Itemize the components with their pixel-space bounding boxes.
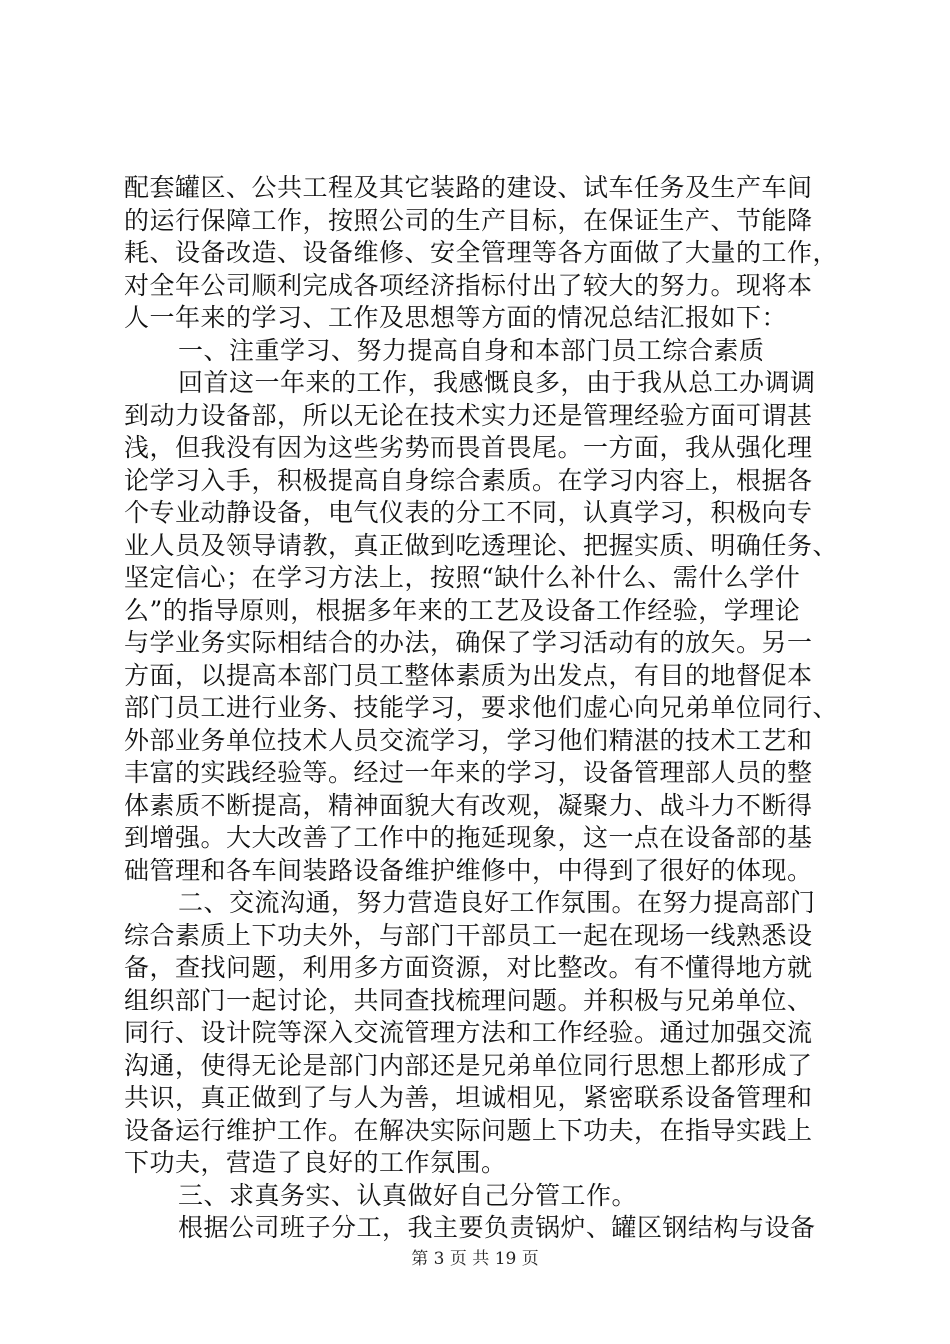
text-line: 个专业动静设备，电气仪表的分工不同，认真学习，积极向专 <box>124 498 813 527</box>
text-line: 综合素质上下功夫外，与部门干部员工一起在现场一线熟悉设 <box>124 920 813 950</box>
text-line: 与学业务实际相结合的办法，确保了学习活动有的放矢。另一 <box>124 628 813 657</box>
text-line: 组织部门一起讨论，共同查找梳理问题。并积极与兄弟单位、 <box>124 985 813 1015</box>
text-line: 三、求真务实、认真做好自己分管工作。 <box>178 1180 638 1210</box>
text-line: 坚定信心；在学习方法上，按照“缺什么补什么、需什么学什 <box>124 563 801 592</box>
text-line: 一、注重学习、努力提高自身和本部门员工综合素质 <box>178 335 765 365</box>
text-line: 人一年来的学习、工作及思想等方面的情况总结汇报如下： <box>124 303 788 332</box>
text-line: 设备运行维护工作。在解决实际问题上下功夫，在指导实践上 <box>124 1115 813 1145</box>
text-line: 耗、设备改造、设备维修、安全管理等各方面做了大量的工作， <box>124 238 839 267</box>
text-line: 的运行保障工作，按照公司的生产目标，在保证生产、节能降 <box>124 205 813 235</box>
text-line: 回首这一年来的工作，我感慨良多，由于我从总工办调调 <box>178 368 816 397</box>
text-line: 配套罐区、公共工程及其它装路的建设、试车任务及生产车间 <box>124 173 813 202</box>
text-line: 共识，真正做到了与人为善，坦诚相见，紧密联系设备管理和 <box>124 1083 813 1112</box>
text-line: 备，查找问题，利用多方面资源，对比整改。有不懂得地方就 <box>124 953 813 982</box>
text-line: 沟通，使得无论是部门内部还是兄弟单位同行思想上都形成了 <box>124 1050 813 1080</box>
text-line: 对全年公司顺利完成各项经济指标付出了较大的努力。现将本 <box>124 270 813 300</box>
text-line: 二、交流沟通，努力营造良好工作氛围。在努力提高部门 <box>178 888 816 917</box>
text-line: 外部业务单位技术人员交流学习，学习他们精湛的技术工艺和 <box>124 725 813 755</box>
text-line: 浅，但我没有因为这些劣势而畏首畏尾。一方面，我从强化理 <box>124 433 813 462</box>
body-text <box>124 172 844 1245</box>
text-line: 部门员工进行业务、技能学习，要求他们虚心向兄弟单位同行、 <box>124 693 839 722</box>
text-line: 到增强。大大改善了工作中的拖延现象，这一点在设备部的基 <box>124 823 813 852</box>
text-line: 根据公司班子分工，我主要负责锅炉、罐区钢结构与设备 <box>178 1213 816 1242</box>
page-footer: 第 3 页 共 19 页 <box>411 1249 539 1269</box>
text-line: 同行、设计院等深入交流管理方法和工作经验。通过加强交流 <box>124 1018 813 1047</box>
text-line: 论学习入手，积极提高自身综合素质。在学习内容上，根据各 <box>124 465 813 495</box>
text-line: 丰富的实践经验等。经过一年来的学习，设备管理部人员的整 <box>124 758 813 787</box>
text-line: 么”的指导原则，根据多年来的工艺及设备工作经验，学理论 <box>124 595 801 625</box>
text-line: 方面，以提高本部门员工整体素质为出发点，有目的地督促本 <box>124 660 813 690</box>
text-line: 础管理和各车间装路设备维护维修中，中得到了很好的体现。 <box>124 855 813 885</box>
text-line: 下功夫，营造了良好的工作氛围。 <box>124 1148 507 1177</box>
text-line: 到动力设备部，所以无论在技术实力还是管理经验方面可谓甚 <box>124 400 813 430</box>
text-line: 体素质不断提高，精神面貌大有改观，凝聚力、战斗力不断得 <box>124 790 813 820</box>
text-line: 业人员及领导请教，真正做到吃透理论、把握实质、明确任务、 <box>124 530 839 560</box>
